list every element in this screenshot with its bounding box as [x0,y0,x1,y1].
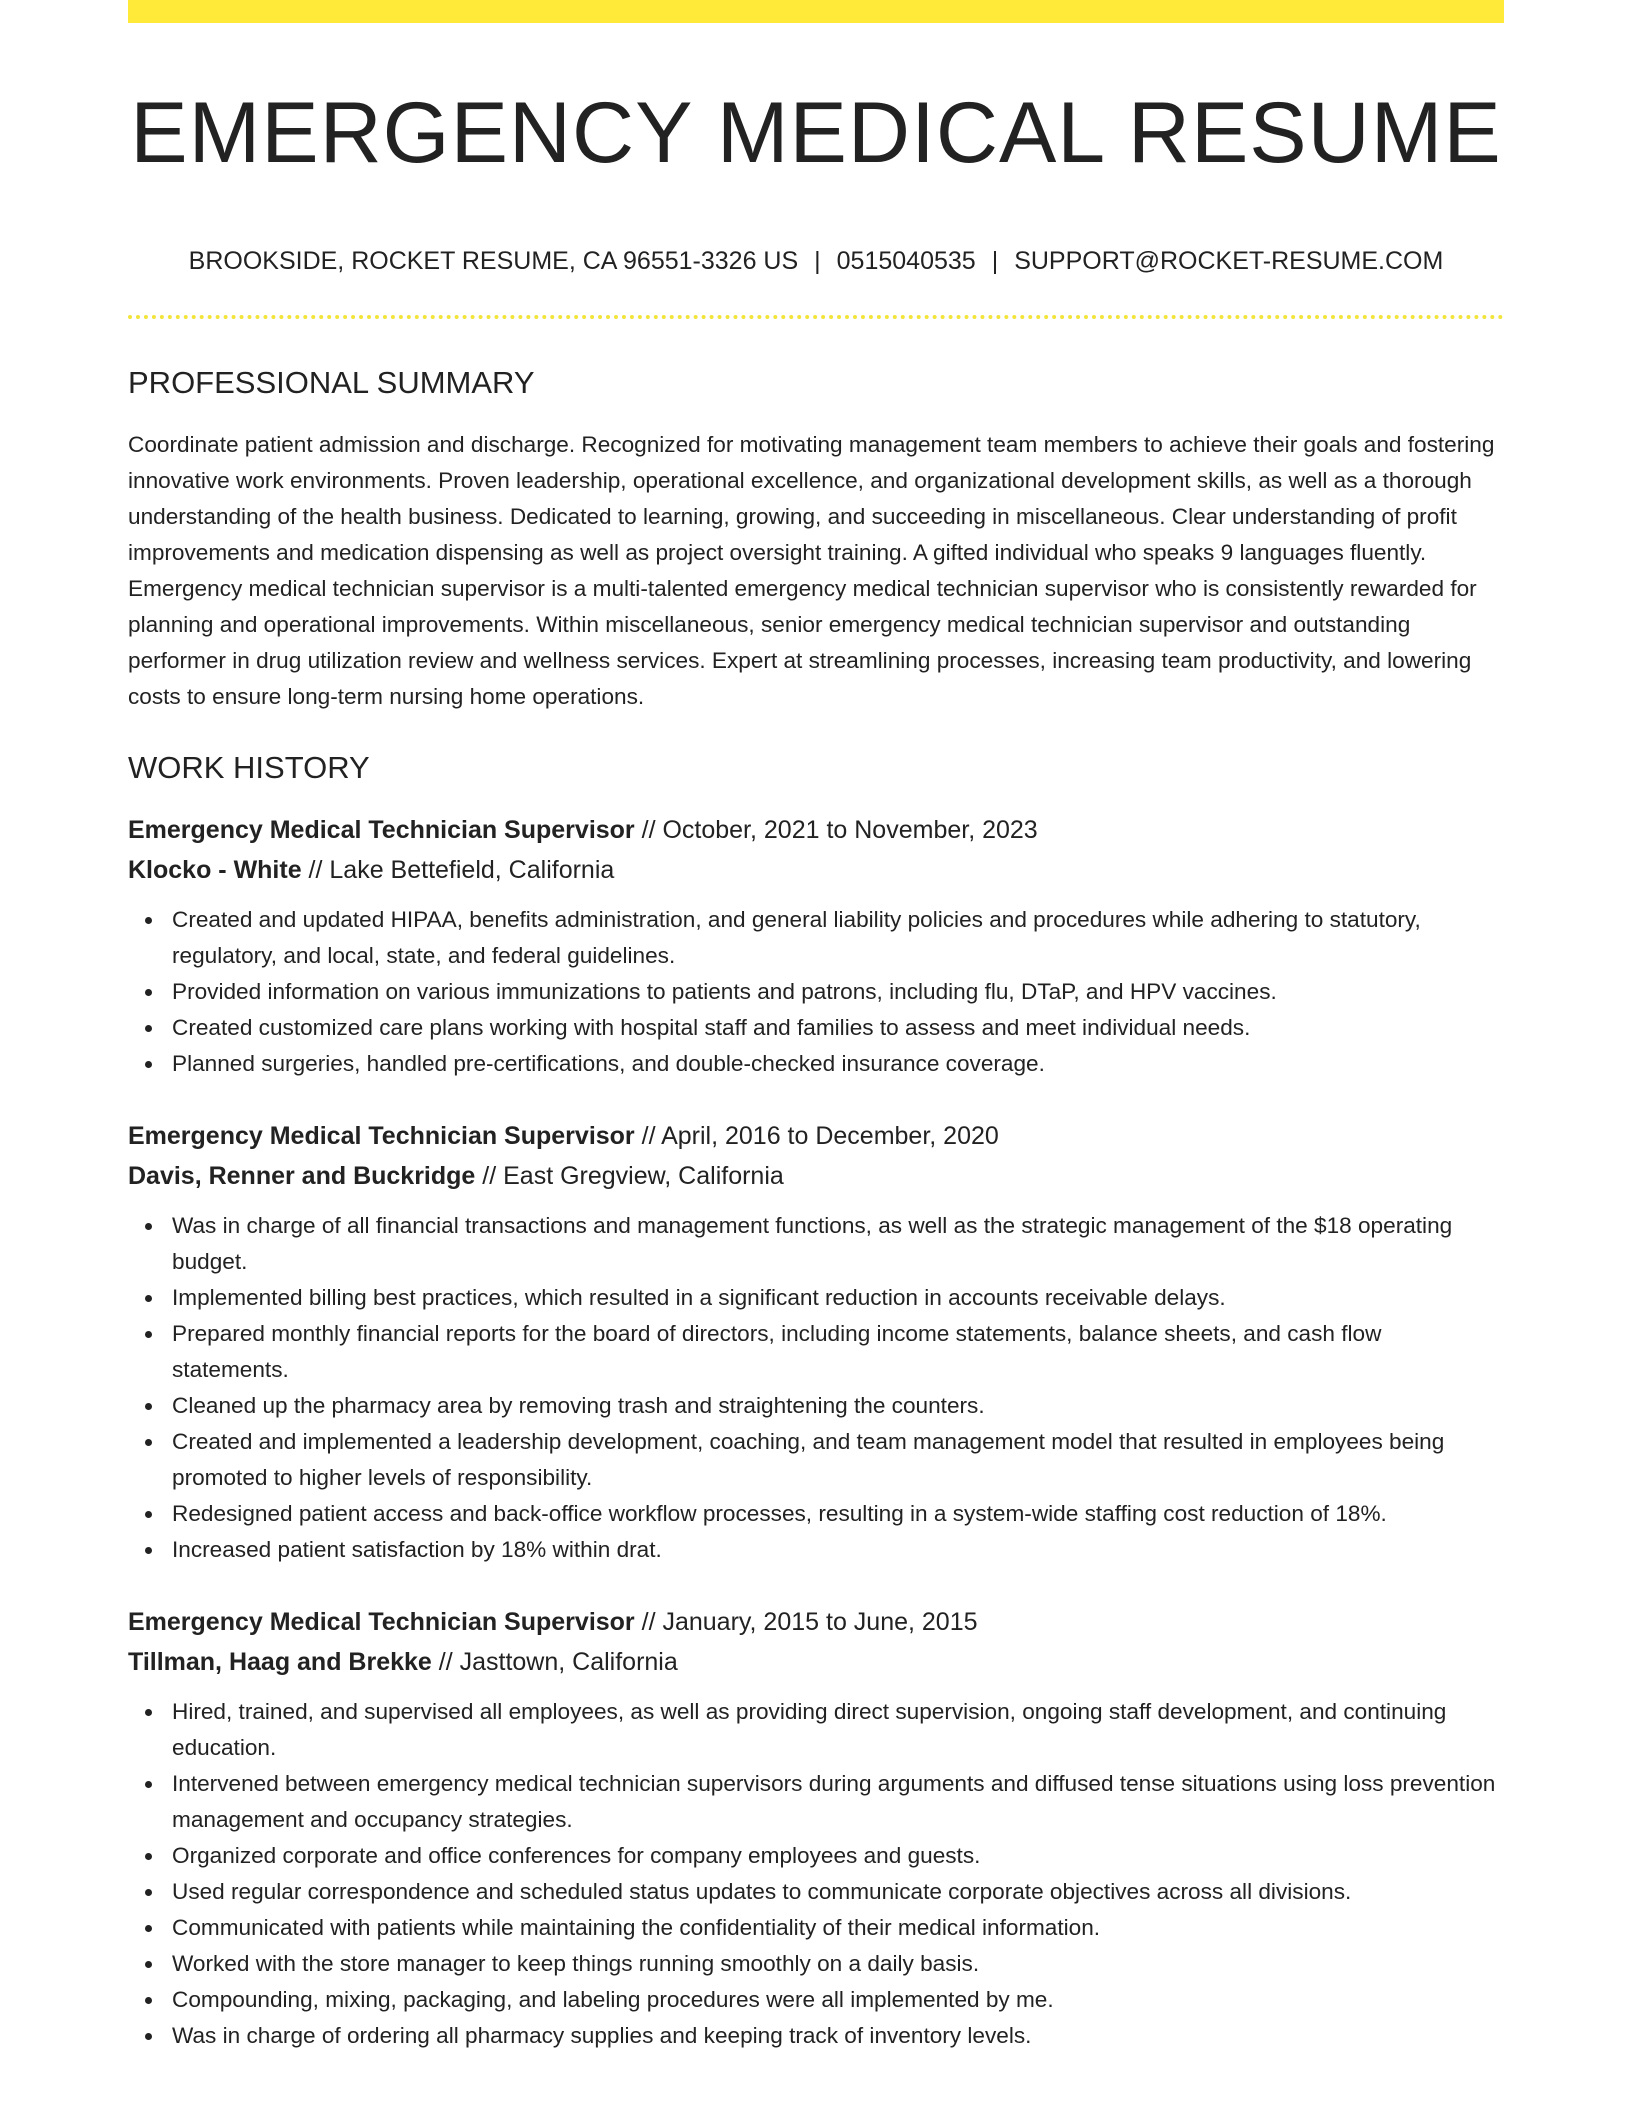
contact-line [128,245,1504,277]
accent-top-bar [128,0,1504,23]
dotted-divider [128,315,1504,319]
job-bullet: Cleaned up the pharmacy area by removing trash and straightening the counters. [172,1388,1504,1424]
job-role: Emergency Medical Technician Supervisor [128,816,635,844]
job-company-line [128,850,1504,890]
job-location: // Lake Bettefield, California [301,856,615,884]
job-bullet: Implemented billing best practices, which resulted in a significant reduction in accounts receivable delays. [172,1280,1504,1316]
job-bullets [128,1694,1504,2054]
job-bullet: Increased patient satisfaction by 18% within drat. [172,1532,1504,1568]
job-bullet: Organized corporate and office conferences for company employees and guests. [172,1838,1504,1874]
job-role-line [128,1116,1504,1156]
job-company: Klocko - White [128,856,302,884]
contact-separator: | [991,247,999,275]
job-bullet: Provided information on various immunizations to patients and patrons, including flu, DTaP, and HPV vaccines. [172,974,1504,1010]
job-bullet: Was in charge of all financial transactions and management functions, as well as the strategic management of the $18 operating budget. [172,1208,1504,1280]
job-bullet: Planned surgeries, handled pre-certifications, and double-checked insurance coverage. [172,1046,1504,1082]
job-role: Emergency Medical Technician Supervisor [128,1122,635,1150]
job-bullets [128,1208,1504,1568]
job-bullet: Created and implemented a leadership development, coaching, and team management model that resulted in employees being promoted to higher levels of responsibility. [172,1424,1504,1496]
job-company-line [128,1642,1504,1682]
job-bullet: Intervened between emergency medical technician supervisors during arguments and diffused tense situations using loss prevention management and occupancy strategies. [172,1766,1504,1838]
job-dates: // April, 2016 to December, 2020 [634,1122,999,1150]
summary-text: Coordinate patient admission and discharge. Recognized for motivating management team members to achieve their goals and fostering innovative work environments. Proven leadership, operational excellence, and organizational development skills, as well as a thorough understanding of the health business. Dedicated to learning, growing, and succeeding in miscellaneous. Clear understanding of profit improvements and medication dispensing as well as project oversight training. A gifted individual who speaks 9 languages fluently. Emergency medical technician supervisor is a multi-talented emergency medical technician supervisor who is consistently rewarded for planning and operational improvements. Within miscellaneous, senior emergency medical technician supervisor and outstanding performer in drug utilization review and wellness services. Expert at streamlining processes, increasing team productivity, and lowering costs to ensure long-term nursing home operations. [128,432,1495,709]
job-bullets [128,902,1504,1082]
job-location: // Jasttown, California [431,1648,678,1676]
job-bullet: Used regular correspondence and scheduled status updates to communicate corporate objectives across all divisions. [172,1874,1504,1910]
job-location: // East Gregview, California [475,1162,784,1190]
resume-title: EMERGENCY MEDICAL RESUME [130,85,1502,181]
job-company-line [128,1156,1504,1196]
job-entry [128,1116,1504,1568]
contact-phone: 0515040535 [836,247,976,275]
summary-heading: PROFESSIONAL SUMMARY [128,365,535,400]
job-company: Tillman, Haag and Brekke [128,1648,432,1676]
job-dates: // January, 2015 to June, 2015 [634,1608,978,1636]
contact-email: SUPPORT@ROCKET-RESUME.COM [1014,247,1444,275]
job-entry [128,810,1504,1082]
contact-separator: | [814,247,821,275]
resume-page [128,0,1504,2054]
job-role: Emergency Medical Technician Supervisor [128,1608,635,1636]
job-bullet: Redesigned patient access and back-office workflow processes, resulting in a system-wide staffing cost reduction of 18%. [172,1496,1504,1532]
job-bullet: Hired, trained, and supervised all employees, as well as providing direct supervision, ongoing staff development, and continuing education. [172,1694,1504,1766]
job-role-line [128,810,1504,850]
job-bullet: Compounding, mixing, packaging, and labeling procedures were all implemented by me. [172,1982,1504,2018]
job-company: Davis, Renner and Buckridge [128,1162,476,1190]
job-role-line [128,1602,1504,1642]
contact-address: BROOKSIDE, ROCKET RESUME, CA 96551-3326 US [188,247,799,275]
job-bullet: Created and updated HIPAA, benefits administration, and general liability policies and procedures while adhering to statutory, regulatory, and local, state, and federal guidelines. [172,902,1504,974]
job-bullet: Communicated with patients while maintaining the confidentiality of their medical information. [172,1910,1504,1946]
job-entry [128,1602,1504,2054]
job-bullet: Worked with the store manager to keep things running smoothly on a daily basis. [172,1946,1504,1982]
job-bullet: Was in charge of ordering all pharmacy supplies and keeping track of inventory levels. [172,2018,1504,2054]
job-bullet: Created customized care plans working with hospital staff and families to assess and meet individual needs. [172,1010,1504,1046]
work-history-heading: WORK HISTORY [128,750,370,785]
job-bullet: Prepared monthly financial reports for the board of directors, including income statements, balance sheets, and cash flow statements. [172,1316,1504,1388]
job-dates: // October, 2021 to November, 2023 [634,816,1038,844]
